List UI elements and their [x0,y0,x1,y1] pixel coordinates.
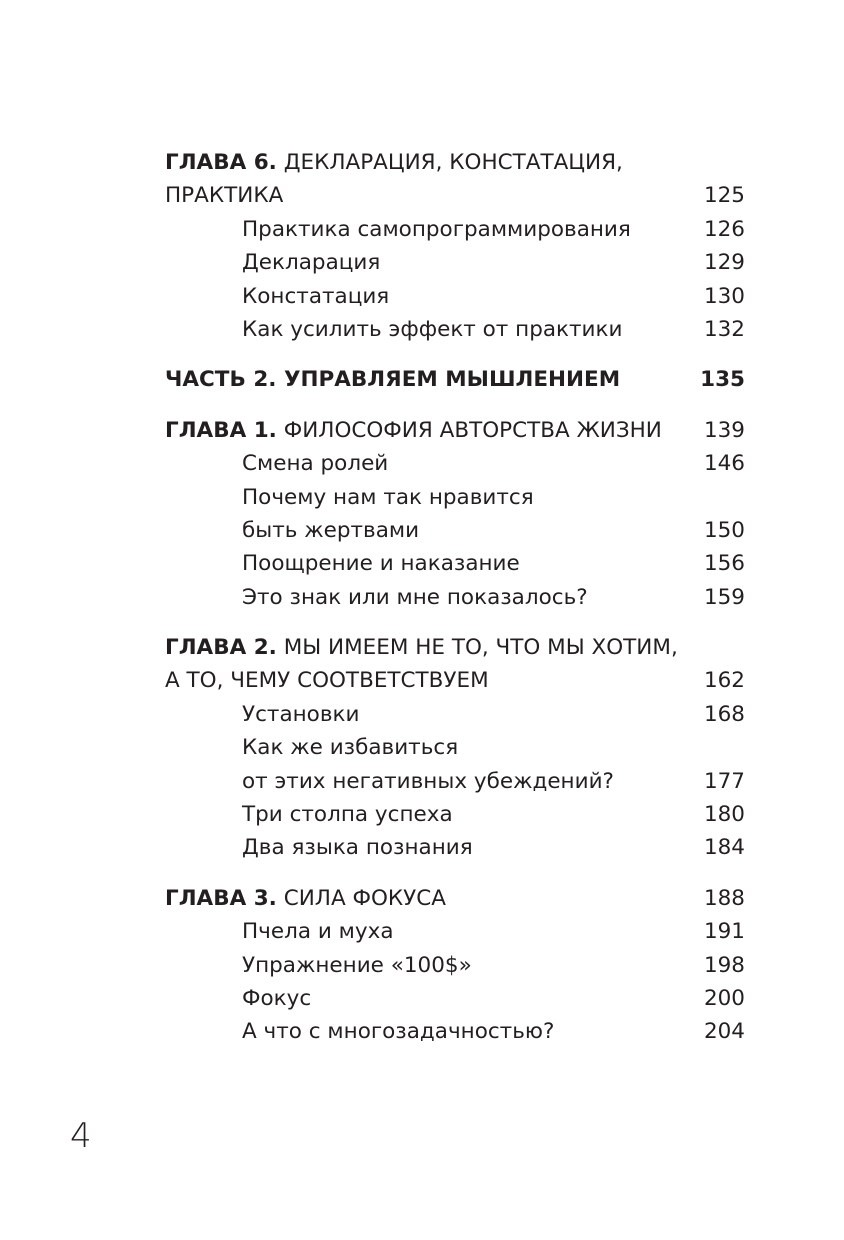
part-2-heading [165,363,745,396]
toc-entry-page: 132 [703,316,745,342]
chapter-3-heading [165,882,745,915]
part-2-title: ЧАСТЬ 2. УПРАВЛЯЕМ МЫШЛЕНИЕМ [165,367,621,393]
toc-entry-page: 168 [703,701,745,727]
toc-entry [165,280,745,313]
toc-entry [165,213,745,246]
toc-entry [165,447,745,480]
chapter-3-label: ГЛАВА 3. [165,885,277,911]
toc-entry-page: 200 [703,985,745,1011]
toc-entry-page: 191 [703,919,745,945]
toc-entry-title: Как же избавиться [242,735,459,761]
toc-entry [165,313,745,346]
chapter-2-page: 162 [703,668,745,694]
page-number: 4 [70,1116,92,1156]
chapter-2-heading [165,631,745,664]
toc-entry-title: Декларация [242,250,381,276]
chapter-2-title-line2: А ТО, ЧЕМУ СООТВЕТСТВУЕМ [165,668,489,694]
chapter-6-title-line2: ПРАКТИКА [165,183,284,209]
toc-entry-title: Поощрение и наказание [242,551,520,577]
toc-entry-title-line2: от этих негативных убеждений? [242,768,614,794]
toc-entry-continued [165,514,745,547]
chapter-6-page: 125 [703,183,745,209]
toc-entry [165,547,745,580]
toc-entry-title: Практика самопрограммирования [242,216,631,242]
toc-entry-title-line2: быть жертвами [242,517,420,543]
chapter-3-title: СИЛА ФОКУСА [283,885,447,911]
toc-entry-page: 150 [703,517,745,543]
toc-entry [165,731,745,764]
toc-entry-title: Как усилить эффект от практики [242,316,623,342]
chapter-3-page: 188 [703,885,745,911]
toc-entry-page: 204 [703,1019,745,1045]
table-of-contents [165,146,745,1049]
chapter-6-heading [165,146,745,179]
toc-entry-title: Установки [242,701,360,727]
toc-entry [165,798,745,831]
toc-entry-page: 177 [703,768,745,794]
toc-entry-title: Три столпа успеха [242,802,453,828]
toc-entry-page: 159 [703,584,745,610]
toc-entry [165,246,745,279]
toc-entry [165,1015,745,1048]
chapter-1-page: 139 [703,417,745,443]
toc-entry-title: А что с многозадачностью? [242,1019,555,1045]
toc-entry-title: Смена ролей [242,451,389,477]
toc-entry-title: Почему нам так нравится [242,484,534,510]
chapter-6-heading-line2 [165,179,745,212]
toc-entry-continued [165,765,745,798]
toc-entry-title: Пчела и муха [242,919,394,945]
toc-entry-page: 146 [703,451,745,477]
toc-entry-page: 156 [703,551,745,577]
toc-entry-page: 198 [703,952,745,978]
toc-entry-page: 130 [703,283,745,309]
chapter-2-title: МЫ ИМЕЕМ НЕ ТО, ЧТО МЫ ХОТИМ, [283,635,678,661]
chapter-1-title: ФИЛОСОФИЯ АВТОРСТВА ЖИЗНИ [283,417,662,443]
toc-entry-page: 126 [703,216,745,242]
toc-entry [165,698,745,731]
chapter-2-heading-line2 [165,664,745,697]
toc-entry [165,915,745,948]
chapter-6-label: ГЛАВА 6. [165,150,277,175]
chapter-6-title: ДЕКЛАРАЦИЯ, КОНСТАТАЦИЯ, [283,150,623,175]
toc-entry-title: Упражнение «100$» [242,952,472,978]
toc-entry [165,949,745,982]
toc-entry [165,481,745,514]
toc-entry-page: 184 [703,835,745,861]
toc-entry [165,982,745,1015]
toc-entry-page: 129 [703,250,745,276]
toc-entry-title: Это знак или мне показалось? [242,584,588,610]
part-2-page: 135 [700,367,745,393]
chapter-2-label: ГЛАВА 2. [165,635,277,661]
toc-entry-title: Фокус [242,985,312,1011]
toc-entry-page: 180 [703,802,745,828]
toc-entry-title: Два языка познания [242,835,473,861]
toc-entry [165,831,745,864]
chapter-1-label: ГЛАВА 1. [165,417,277,443]
toc-entry-title: Констатация [242,283,390,309]
chapter-1-heading [165,414,745,447]
toc-entry [165,581,745,614]
